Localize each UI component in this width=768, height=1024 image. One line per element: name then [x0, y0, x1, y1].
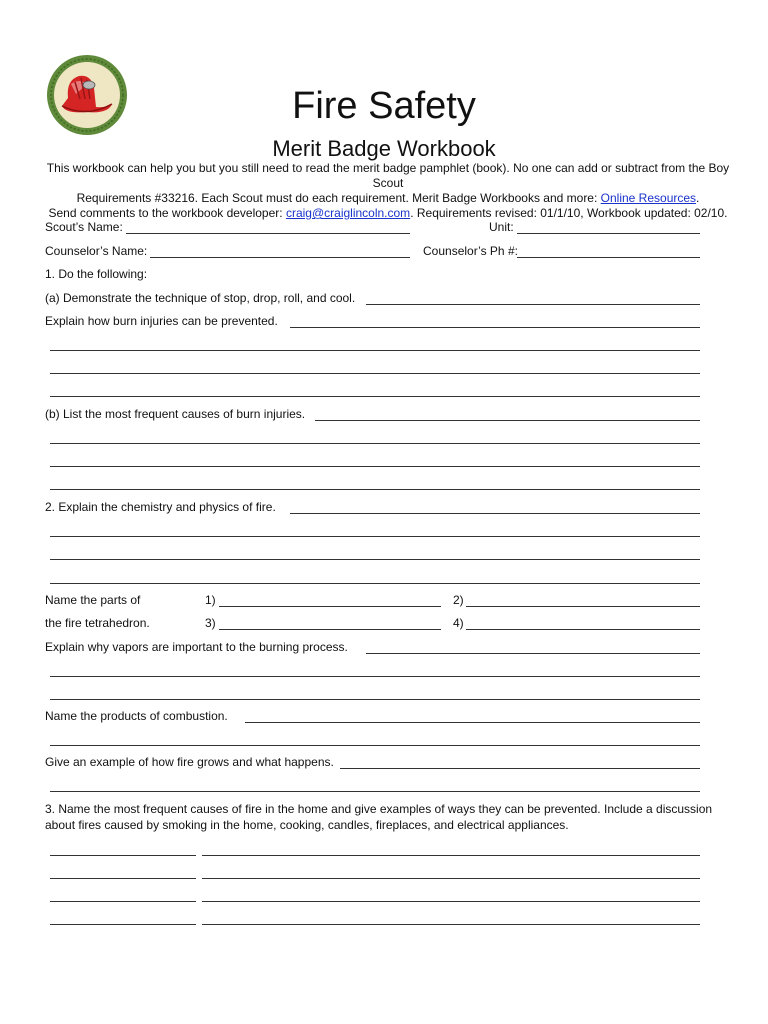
intro-line-3-text: Send comments to the workbook developer: [48, 206, 286, 220]
cause-field[interactable] [50, 878, 196, 879]
unit-label: Unit: [489, 220, 514, 234]
part-4-field[interactable] [466, 629, 700, 630]
answer-line[interactable] [290, 513, 700, 514]
answer-line[interactable] [50, 466, 700, 467]
part-3-number: 3) [205, 616, 216, 630]
intro-line-2-end: . [696, 191, 700, 205]
tetrahedron-label-2: the fire tetrahedron. [45, 616, 150, 630]
question-3-line-2: about fires caused by smoking in the home, cooking, candles, fireplaces, and electrical appliances. [45, 818, 569, 832]
answer-line[interactable] [366, 653, 700, 654]
counselor-phone-label: Counselor’s Ph #: [423, 244, 518, 258]
answer-line[interactable] [315, 420, 700, 421]
answer-line[interactable] [340, 768, 700, 769]
question-2: 2. Explain the chemistry and physics of fire. [45, 500, 276, 514]
intro-line-2 [44, 191, 732, 206]
answer-line[interactable] [50, 373, 700, 374]
cause-field[interactable] [50, 855, 196, 856]
answer-line[interactable] [50, 350, 700, 351]
counselor-phone-field[interactable] [517, 257, 700, 258]
page-subtitle: Merit Badge Workbook [272, 136, 496, 161]
part-4-number: 4) [453, 616, 464, 630]
cause-field[interactable] [50, 901, 196, 902]
online-resources-link[interactable]: Online Resources [600, 191, 697, 205]
unit-field[interactable] [517, 233, 700, 234]
scout-name-label: Scout’s Name: [45, 220, 123, 234]
question-products: Name the products of combustion. [45, 709, 228, 723]
part-3-field[interactable] [219, 629, 441, 630]
page-title: Fire Safety [292, 85, 476, 127]
answer-line[interactable] [50, 676, 700, 677]
answer-line[interactable] [50, 745, 700, 746]
answer-line[interactable] [366, 304, 700, 305]
scout-name-field[interactable] [126, 233, 410, 234]
question-1: 1. Do the following: [45, 267, 148, 281]
intro-line-3-end: . Requirements revised: 01/1/10, Workbook updated: 02/10. [410, 206, 728, 220]
answer-line[interactable] [50, 443, 700, 444]
intro-line-2-text: Requirements #33216. Each Scout must do each requirement. Merit Badge Workbooks and more: [76, 191, 601, 205]
counselor-name-label: Counselor’s Name: [45, 244, 148, 258]
prevention-field[interactable] [202, 924, 700, 925]
answer-line[interactable] [290, 327, 700, 328]
question-vapors: Explain why vapors are important to the burning process. [45, 640, 348, 654]
answer-line[interactable] [50, 536, 700, 537]
tetrahedron-label-1: Name the parts of [45, 593, 141, 607]
part-2-field[interactable] [466, 606, 700, 607]
part-1-field[interactable] [219, 606, 441, 607]
prevention-field[interactable] [202, 878, 700, 879]
question-1a-explain: Explain how burn injuries can be prevented. [45, 314, 278, 328]
answer-line[interactable] [50, 583, 700, 584]
counselor-name-field[interactable] [150, 257, 410, 258]
answer-line[interactable] [50, 699, 700, 700]
prevention-field[interactable] [202, 855, 700, 856]
answer-line[interactable] [50, 489, 700, 490]
intro-line-3 [44, 206, 732, 221]
question-1a: (a) Demonstrate the technique of stop, drop, roll, and cool. [45, 291, 356, 305]
intro-text [44, 161, 732, 221]
question-1b: (b) List the most frequent causes of burn injuries. [45, 407, 306, 421]
question-3-line-1: 3. Name the most frequent causes of fire in the home and give examples of ways they can be prevented. Include a discussion [45, 802, 713, 816]
part-2-number: 2) [453, 593, 464, 607]
prevention-field[interactable] [202, 901, 700, 902]
email-link[interactable]: craig@craiglincoln.com [285, 206, 411, 220]
answer-line[interactable] [245, 722, 700, 723]
intro-line-1: This workbook can help you but you still need to read the merit badge pamphlet (book). No one can add or subtract from the Boy Scout [46, 161, 730, 190]
part-1-number: 1) [205, 593, 216, 607]
answer-line[interactable] [50, 791, 700, 792]
answer-line[interactable] [50, 396, 700, 397]
question-fire-grows: Give an example of how fire grows and what happens. [45, 755, 334, 769]
cause-field[interactable] [50, 924, 196, 925]
answer-line[interactable] [50, 559, 700, 560]
